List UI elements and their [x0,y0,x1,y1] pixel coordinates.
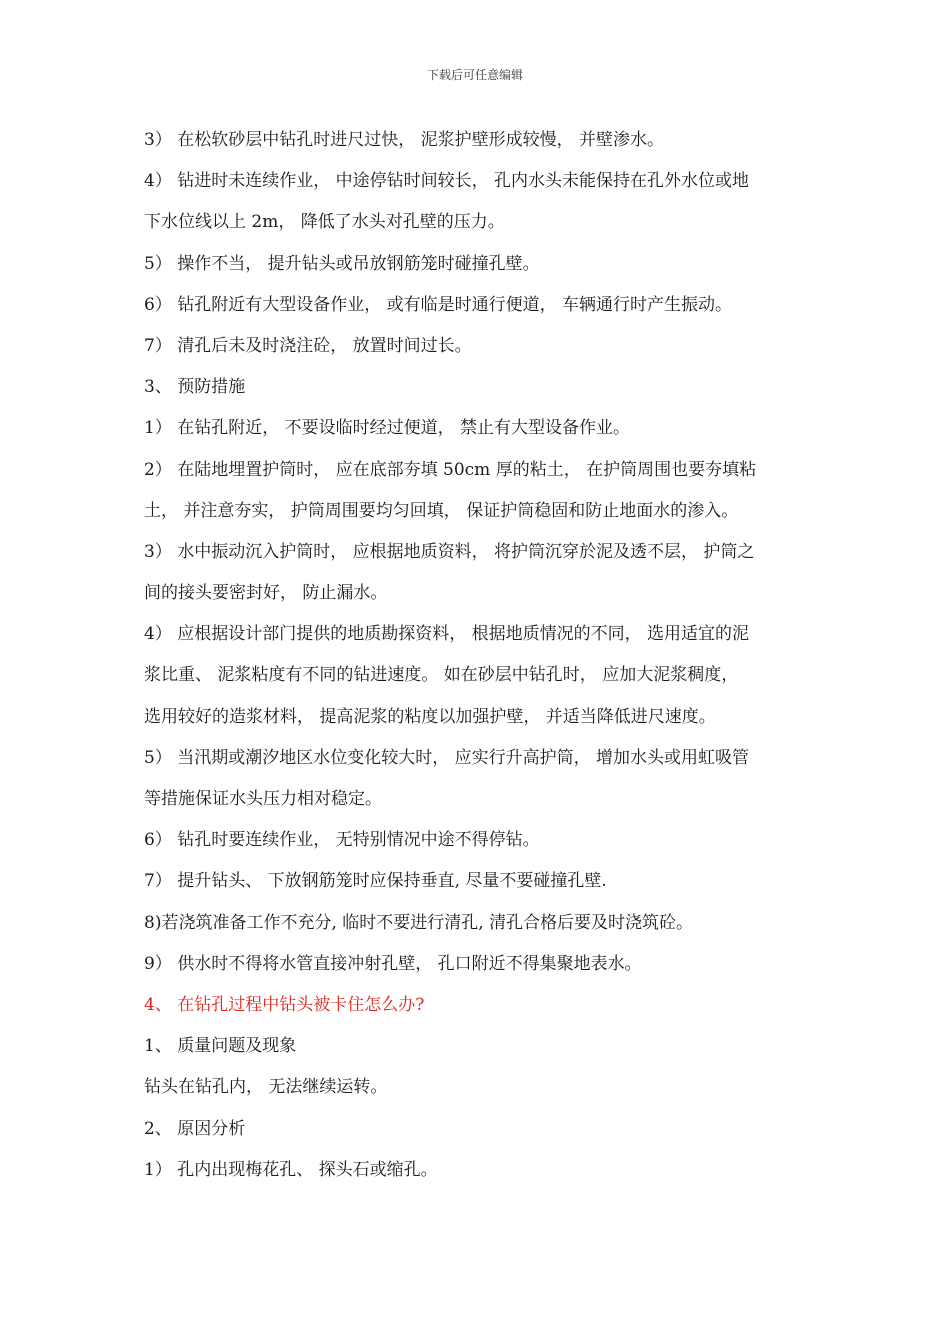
paragraph-line: 土， 并注意夯实， 护筒周围要均匀回填， 保证护筒稳固和防止地面水的渗入。 [144,500,739,521]
paragraph-line: 浆比重、 泥浆粘度有不同的钻进速度。 如在砂层中钻孔时， 应加大泥浆稠度， [144,665,739,686]
paragraph-line: 下水位线以上 2m， 降低了水头对孔壁的压力。 [144,212,505,233]
paragraph-line: 8)若浇筑准备工作不充分, 临时不要进行清孔, 清孔合格后要及时浇筑砼。 [144,912,694,933]
paragraph-line: 9） 供水时不得将水管直接冲射孔壁， 孔口附近不得集聚地表水。 [144,953,642,974]
paragraph-line: 2） 在陆地埋置护筒时， 应在底部夯填 50cm 厚的粘土， 在护筒周围也要夯填粘 [144,459,757,480]
paragraph-line: 1） 孔内出现梅花孔、 探头石或缩孔。 [144,1159,438,1180]
paragraph-line: 4） 应根据设计部门提供的地质勘探资料， 根据地质情况的不同， 选用适宜的泥 [144,624,750,645]
section-heading: 2、 原因分析 [144,1118,246,1139]
paragraph-line: 6） 钻孔时要连续作业， 无特别情况中途不得停钻。 [144,830,540,851]
paragraph-line: 间的接头要密封好， 防止漏水。 [144,583,388,604]
paragraph-line: 钻头在钻孔内， 无法继续运转。 [144,1077,388,1098]
paragraph-line: 7） 清孔后未及时浇注砼， 放置时间过长。 [144,335,472,356]
paragraph-line: 选用较好的造浆材料， 提高泥浆的粘度以加强护壁， 并适当降低进尺速度。 [144,706,716,727]
section-heading: 1、 质量问题及现象 [144,1036,297,1057]
paragraph-line: 5） 操作不当， 提升钻头或吊放钢筋笼时碰撞孔壁。 [144,253,540,274]
page-header: 下载后可任意编辑 [426,68,523,82]
question-heading: 4、 在钻孔过程中钻头被卡住怎么办? [144,994,425,1015]
paragraph-line: 等措施保证水头压力相对稳定。 [144,789,382,809]
paragraph-line: 6） 钻孔附近有大型设备作业， 或有临是时通行便道， 车辆通行时产生振动。 [144,294,733,315]
section-heading: 3、 预防措施 [144,377,246,398]
paragraph-line: 4） 钻进时未连续作业， 中途停钻时间较长， 孔内水头未能保持在孔外水位或地 [144,171,750,192]
paragraph-line: 1） 在钻孔附近， 不要设临时经过便道， 禁止有大型设备作业。 [144,418,631,439]
paragraph-line: 3） 在松软砂层中钻孔时进尺过快， 泥浆护壁形成较慢， 并壁渗水。 [144,130,665,150]
paragraph-line: 7） 提升钻头、 下放钢筋笼时应保持垂直, 尽量不要碰撞孔壁. [144,871,607,892]
document-body [144,120,814,1191]
paragraph-line: 5） 当汛期或潮汐地区水位变化较大时， 应实行升高护筒， 增加水头或用虹吸管 [144,747,750,768]
paragraph-line: 3） 水中振动沉入护筒时， 应根据地质资料， 将护筒沉穿於泥及透不层， 护筒之 [144,541,755,562]
